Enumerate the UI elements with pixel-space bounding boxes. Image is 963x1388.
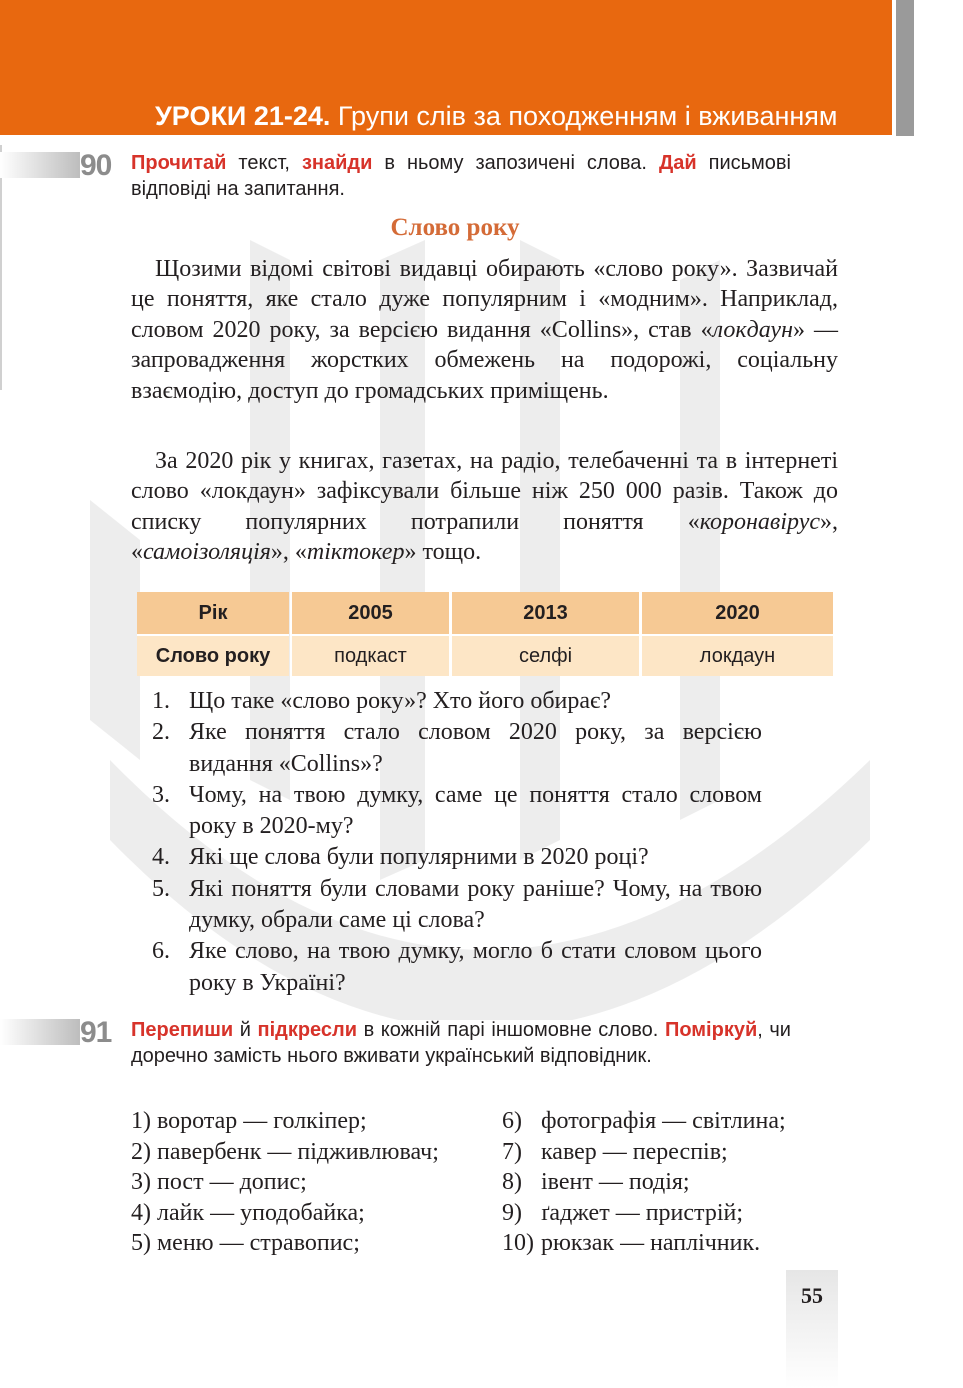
item-text: ґаджет — пристрій;: [541, 1199, 743, 1226]
paragraph-text: Щозими відомі світові видавці обирають «слово року». Зазвичай це поняття, яке стало дуже популярним і «модним». Наприклад, словом 2020 року, за версією видання «Collins», став «: [131, 256, 838, 343]
item-text: фотографія — світлина;: [541, 1108, 786, 1134]
exercise-90-number: 90: [80, 149, 112, 182]
instruction-text: текст,: [226, 152, 302, 174]
item-text: Чому, на твою думку, саме це поняття стало словом року в 2020-му?: [189, 781, 762, 840]
exercise-91-instruction: [131, 1017, 791, 1069]
instruction-text: , чи доречно замість нього вживати український відповідник.: [131, 1019, 791, 1067]
keyword: Перепиши: [131, 1019, 234, 1041]
exercise-90-strip: [0, 152, 80, 178]
paragraph-text: За 2020 рік у книгах, газетах, на радіо, телебаченні та в інтернеті слово «локдаун» зафіксували більше ніж 250 000 разів. Також до списку популярних потрапили поняття «: [131, 448, 838, 535]
item-number: 4.: [152, 844, 170, 871]
italic-word: локдаун: [712, 316, 793, 343]
item-text: Які ще слова були популярними в 2020 році?: [189, 844, 649, 871]
instruction-text: в ньому запозичені слова.: [372, 152, 659, 174]
paragraph-2: [131, 446, 838, 568]
list-item: [502, 1137, 786, 1168]
list-item: 5) меню — стравопис;: [131, 1230, 360, 1256]
italic-word: самоізоляція: [143, 539, 271, 566]
list-item: [152, 936, 762, 999]
lesson-title: [155, 96, 837, 136]
table-row: [137, 634, 833, 676]
table-cell: селфі: [452, 634, 639, 676]
keyword: підкресли: [257, 1019, 358, 1041]
table-cell: подкаст: [292, 634, 449, 676]
table-header-row: [137, 592, 833, 634]
paragraph-text: », «: [131, 508, 838, 566]
table-header-cell: Рік: [137, 592, 289, 634]
paragraph-1: [131, 254, 838, 406]
page-number: 55: [801, 1283, 823, 1308]
keyword: знайди: [301, 152, 373, 174]
exercise-91-strip: [0, 1019, 80, 1045]
list-item: [502, 1228, 786, 1259]
word-of-year-table: [134, 592, 836, 676]
item-number: 9): [502, 1199, 522, 1226]
item-number: 2.: [152, 719, 170, 746]
instruction-text: письмові відповіді на запитання.: [131, 152, 791, 200]
table-cell: Слово року: [137, 634, 289, 676]
list-item: 4) лайк — уподобайка;: [131, 1199, 365, 1226]
keyword: Прочитай: [131, 152, 227, 174]
instruction-text: й: [233, 1019, 258, 1041]
item-number: 3.: [152, 781, 170, 808]
list-item: 1) воротар — голкіпер;: [131, 1108, 367, 1134]
word-pairs-right: [502, 1106, 786, 1259]
list-item: [502, 1167, 786, 1198]
table-header-cell: 2005: [292, 592, 449, 634]
item-number: 6.: [152, 938, 170, 965]
item-text: Які поняття були словами року раніше? Чому, на твою думку, обрали саме ці слова?: [189, 875, 762, 934]
table-header-cell: 2020: [642, 592, 833, 634]
questions-list: [152, 686, 762, 999]
table-cell: локдаун: [642, 634, 833, 676]
item-text: Яке слово, на твою думку, могло б стати словом цього року в Україні?: [189, 938, 762, 996]
item-number: 8): [502, 1169, 522, 1195]
exercise-91-number: 91: [80, 1016, 112, 1049]
list-item: [152, 780, 762, 843]
paragraph-text: », «: [270, 539, 307, 566]
item-number: 5.: [152, 875, 170, 902]
item-number: 10): [502, 1230, 534, 1256]
list-item: [152, 874, 762, 937]
paragraph-text: » — запровадження жорстких обмежень на подорожі, соціальну взаємодію, доступ до громадських приміщень.: [131, 316, 838, 404]
side-bar: [896, 0, 914, 136]
list-item: [152, 842, 762, 873]
lesson-topic: Групи слів за походженням і вживанням: [330, 101, 838, 131]
keyword: Дай: [658, 152, 697, 174]
list-item: 2) павербенк — підживлювач;: [131, 1138, 439, 1165]
list-item: [152, 686, 762, 717]
item-text: рюкзак — наплічник.: [541, 1230, 761, 1256]
exercise-90-instruction: [131, 150, 791, 202]
italic-word: тіктокер: [306, 539, 405, 566]
paragraph-text: » тощо.: [404, 539, 482, 566]
left-margin-line: [0, 145, 2, 390]
table-header-cell: 2013: [452, 592, 639, 634]
keyword: Поміркуй: [664, 1019, 758, 1041]
item-number: 6): [502, 1108, 522, 1134]
item-text: Що таке «слово року»? Хто його обирає?: [189, 688, 611, 714]
lesson-label: УРОКИ 21-24.: [155, 101, 331, 131]
italic-word: коронавірус: [699, 508, 820, 535]
item-text: кавер — переспів;: [541, 1138, 728, 1165]
list-item: [152, 717, 762, 780]
instruction-text: в кожній парі іншомовне слово.: [357, 1019, 665, 1041]
text-title: Слово року: [390, 214, 520, 241]
list-item: [502, 1198, 786, 1229]
list-item: [502, 1106, 786, 1137]
item-text: івент — подія;: [541, 1169, 690, 1195]
item-text: Яке поняття стало словом 2020 року, за версією видання «Collins»?: [189, 719, 762, 777]
item-number: 1.: [152, 688, 170, 714]
item-number: 7): [502, 1138, 522, 1165]
word-pairs-left: [131, 1106, 439, 1259]
list-item: 3) пост — допис;: [131, 1169, 307, 1195]
